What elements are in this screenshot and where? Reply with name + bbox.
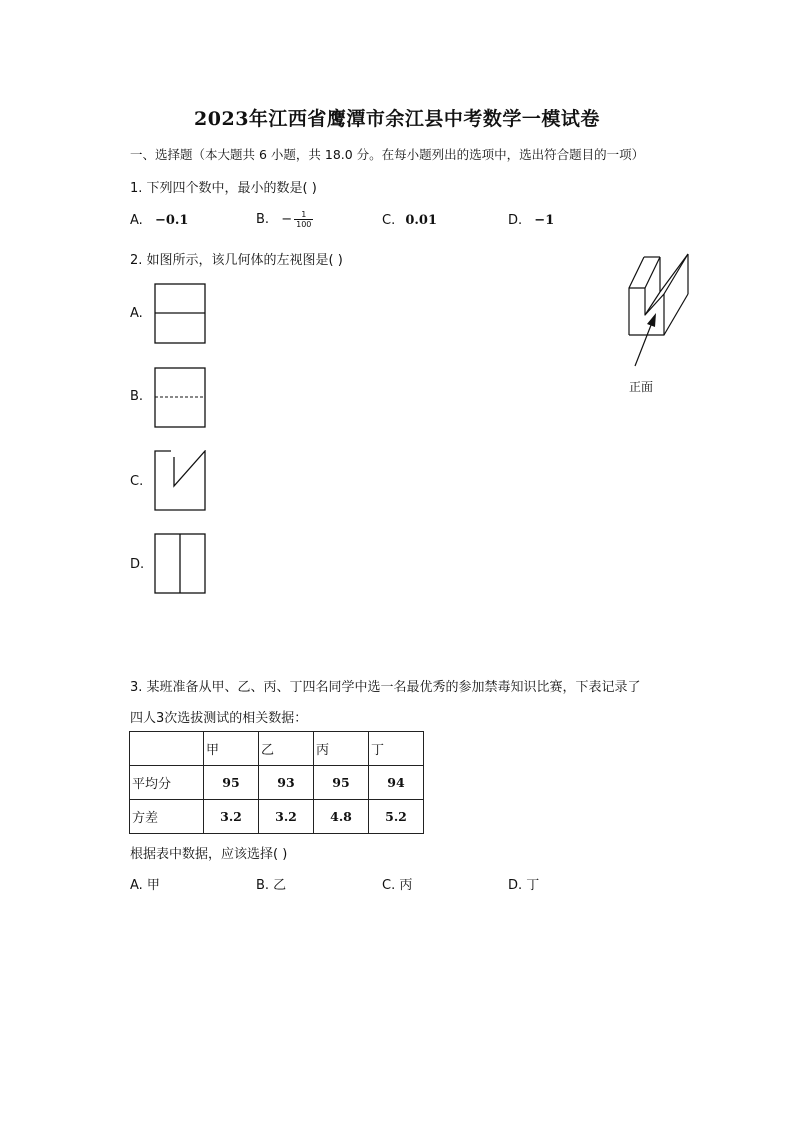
q3-option-a[interactable]: A. 甲 (130, 878, 160, 893)
table-cell: 93 (259, 766, 314, 800)
table-row-label: 方差 (130, 800, 204, 834)
q2-option-a-label[interactable]: A. (130, 306, 143, 321)
table-cell: 5.2 (369, 800, 424, 834)
section-heading: 一、选择题（本大题共 6 小题，共 18.0 分。在每小题列出的选项中，选出符合题目的一项） (130, 147, 645, 162)
table-row (130, 766, 424, 800)
option-label: A. (130, 213, 143, 228)
table-header-cell: 丁 (369, 732, 424, 766)
option-sign: − (281, 212, 293, 227)
option-label: C. (382, 213, 396, 228)
table-cell: 95 (314, 766, 369, 800)
question-3-stem-line1: 3. 某班准备从甲、乙、丙、丁四名同学中选一名最优秀的参加禁毒知识比赛，下表记录了 (130, 680, 641, 695)
page-title: 2023年江西省鹰潭市余江县中考数学一模试卷 (194, 108, 600, 130)
option-value: 0.01 (405, 213, 438, 228)
q2-option-a-figure (154, 283, 207, 345)
table-header-cell: 丙 (314, 732, 369, 766)
fraction (294, 210, 313, 229)
data-table (129, 731, 424, 834)
q2-option-c-label[interactable]: C. (130, 474, 144, 489)
option-label: D. (508, 213, 523, 228)
q2-option-d-figure (154, 533, 207, 595)
table-row (130, 800, 424, 834)
option-value: −0.1 (154, 213, 189, 228)
q2-option-b-label[interactable]: B. (130, 389, 144, 404)
question-1-stem: 1. 下列四个数中，最小的数是( ) (130, 181, 317, 196)
table-row-label: 平均分 (130, 766, 204, 800)
front-view-label: 正面 (629, 380, 654, 394)
table-cell: 3.2 (259, 800, 314, 834)
question-3-prompt: 根据表中数据，应该选择( ) (130, 847, 288, 862)
option-value: −1 (534, 213, 555, 228)
option-label: B. (256, 212, 270, 227)
q1-option-b[interactable] (256, 210, 313, 229)
q2-option-c-figure (154, 450, 207, 512)
q1-option-c[interactable] (382, 213, 437, 228)
table-cell: 4.8 (314, 800, 369, 834)
q3-option-c[interactable]: C. 丙 (382, 878, 413, 893)
fraction-denominator: 100 (296, 220, 312, 229)
table-header-row (130, 732, 424, 766)
table-cell: 3.2 (204, 800, 259, 834)
solid-figure (622, 250, 694, 372)
question-3-stem-line2: 四人3次选拔测试的相关数据： (130, 711, 308, 726)
table-header-cell: 乙 (259, 732, 314, 766)
table-cell: 94 (369, 766, 424, 800)
table-header-cell: 甲 (204, 732, 259, 766)
q1-option-d[interactable] (508, 213, 554, 228)
table-cell (130, 732, 204, 766)
q3-option-d[interactable]: D. 丁 (508, 878, 540, 893)
question-2-stem: 2. 如图所示，该几何体的左视图是( ) (130, 253, 343, 268)
fraction-numerator: 1 (294, 210, 313, 220)
q2-option-d-label[interactable]: D. (130, 557, 145, 572)
q2-option-b-figure (154, 367, 207, 429)
q3-option-b[interactable]: B. 乙 (256, 878, 287, 893)
table-cell: 95 (204, 766, 259, 800)
q1-option-a[interactable] (130, 213, 188, 228)
